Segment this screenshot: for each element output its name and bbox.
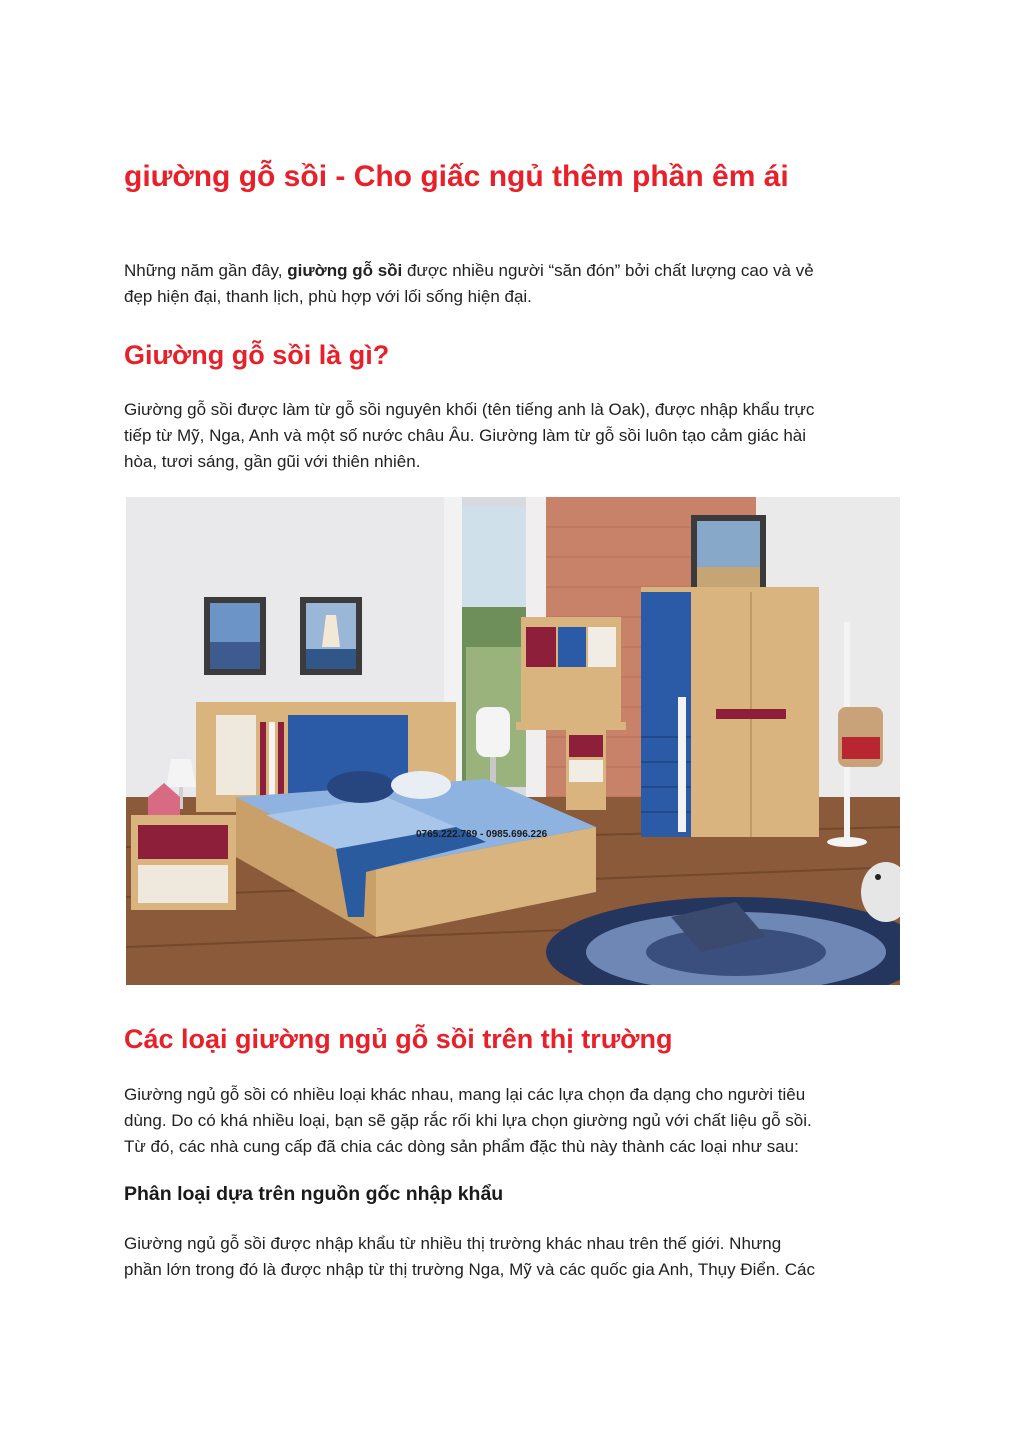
section1-line: Giường gỗ sồi được làm từ gỗ sồi nguyên khối (tên tiếng anh là Oak), được nhập khẩu trực [124, 400, 815, 419]
phone-watermark: 0765.222.789 - 0985.696.226 [416, 829, 548, 840]
intro-text-after: được nhiều người “săn đón” bởi chất lượng cao và vẻ [402, 261, 814, 280]
desk-chair [476, 707, 510, 757]
section1-paragraph [124, 397, 904, 475]
section1-line: hòa, tươi sáng, gần gũi với thiên nhiên. [124, 452, 421, 471]
subheading-origin: Phân loại dựa trên nguồn gốc nhập khẩu [124, 1183, 504, 1205]
section2-line: dùng. Do có khá nhiều loại, bạn sẽ gặp rắc rối khi lựa chọn giường ngủ với chất liệu gỗ sồi. [124, 1111, 812, 1130]
section2-paragraph [124, 1082, 904, 1160]
section1-line: tiếp từ Mỹ, Nga, Anh và một số nước châu Âu. Giường làm từ gỗ sồi luôn tạo cảm giác hài [124, 426, 807, 445]
intro-text-before: Những năm gần đây, [124, 261, 288, 280]
intro-line-2: đẹp hiện đại, thanh lịch, phù hợp với lối sống hiện đại. [124, 287, 532, 306]
page-title: giường gỗ sồi - Cho giấc ngủ thêm phần êm ái [124, 160, 789, 193]
section-heading-types: Các loại giường ngủ gỗ sồi trên thị trường [124, 1024, 673, 1054]
section3-line: Giường ngủ gỗ sồi được nhập khẩu từ nhiều thị trường khác nhau trên thế giới. Nhưng [124, 1234, 782, 1253]
intro-paragraph [124, 258, 904, 310]
section2-line: Giường ngủ gỗ sồi có nhiều loại khác nhau, mang lại các lựa chọn đa dạng cho người tiêu [124, 1085, 806, 1104]
section3-paragraph [124, 1231, 904, 1283]
section-heading-what-is: Giường gỗ sồi là gì? [124, 340, 390, 370]
bedroom-photo [126, 497, 900, 985]
section2-line: Từ đó, các nhà cung cấp đã chia các dòng sản phẩm đặc thù này thành các loại như sau: [124, 1137, 799, 1156]
intro-keyword-link[interactable]: giường gỗ sồi [287, 261, 403, 280]
section3-line: phần lớn trong đó là được nhập từ thị trường Nga, Mỹ và các quốc gia Anh, Thụy Điển. Các [124, 1260, 815, 1279]
intro-line-1 [124, 258, 904, 284]
